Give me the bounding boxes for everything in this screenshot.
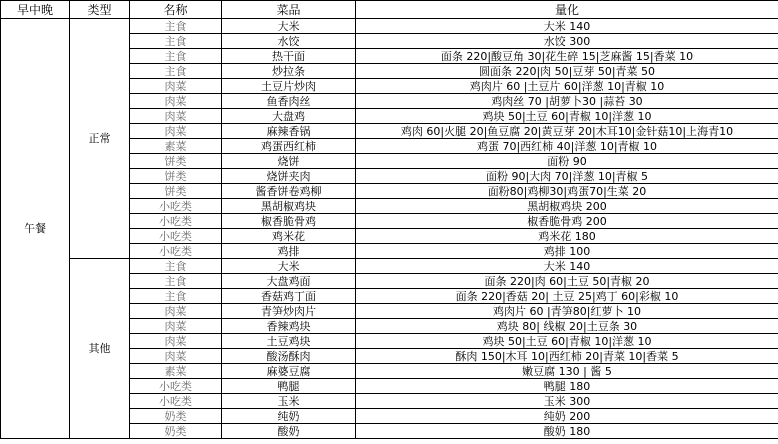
table-row	[1, 19, 778, 34]
type-cell[interactable]: 饼类	[130, 184, 222, 199]
type-cell[interactable]: 小吃类	[130, 229, 222, 244]
quantity-cell[interactable]: 鸡肉片 60 |青笋80|红萝卜 10	[356, 304, 778, 319]
header-quantity[interactable]: 量化	[356, 1, 778, 19]
type-cell[interactable]: 素菜	[130, 364, 222, 379]
type-cell[interactable]: 主食	[130, 259, 222, 274]
dish-cell[interactable]: 烧饼夹肉	[222, 169, 356, 184]
quantity-cell[interactable]: 鸡块 50|土豆 60|青椒 10|洋葱 10	[356, 334, 778, 349]
table-row	[1, 259, 778, 274]
quantity-cell[interactable]: 鸡排 100	[356, 244, 778, 259]
dish-cell[interactable]: 麻辣香锅	[222, 124, 356, 139]
type-cell[interactable]: 小吃类	[130, 199, 222, 214]
category-cell[interactable]: 其他	[70, 259, 130, 439]
quantity-cell[interactable]: 面粉 90	[356, 154, 778, 169]
dish-cell[interactable]: 玉米	[222, 394, 356, 409]
dish-cell[interactable]: 大米	[222, 259, 356, 274]
quantity-cell[interactable]: 大米 140	[356, 19, 778, 34]
quantity-cell[interactable]: 鸭腿 180	[356, 379, 778, 394]
dish-cell[interactable]: 香菇鸡丁面	[222, 289, 356, 304]
quantity-cell[interactable]: 椒香脆骨鸡 200	[356, 214, 778, 229]
type-cell[interactable]: 小吃类	[130, 379, 222, 394]
type-cell[interactable]: 小吃类	[130, 244, 222, 259]
header-name[interactable]: 名称	[130, 1, 222, 19]
quantity-cell[interactable]: 大米 140	[356, 259, 778, 274]
quantity-cell[interactable]: 酸奶 180	[356, 424, 778, 439]
type-cell[interactable]: 主食	[130, 274, 222, 289]
type-cell[interactable]: 主食	[130, 49, 222, 64]
type-cell[interactable]: 肉菜	[130, 124, 222, 139]
type-cell[interactable]: 肉菜	[130, 109, 222, 124]
type-cell[interactable]: 小吃类	[130, 214, 222, 229]
dish-cell[interactable]: 黑胡椒鸡块	[222, 199, 356, 214]
type-cell[interactable]: 饼类	[130, 154, 222, 169]
type-cell[interactable]: 主食	[130, 19, 222, 34]
dish-cell[interactable]: 椒香脆骨鸡	[222, 214, 356, 229]
type-cell[interactable]: 主食	[130, 64, 222, 79]
quantity-cell[interactable]: 玉米 300	[356, 394, 778, 409]
dish-cell[interactable]: 香辣鸡块	[222, 319, 356, 334]
quantity-cell[interactable]: 酥肉 150|木耳 10|西红柿 20|青菜 10|香菜 5	[356, 349, 778, 364]
quantity-cell[interactable]: 面粉80|鸡柳30|鸡蛋70|生菜 20	[356, 184, 778, 199]
quantity-cell[interactable]: 面粉 90|大肉 70|洋葱 10|青椒 5	[356, 169, 778, 184]
type-cell[interactable]: 奶类	[130, 424, 222, 439]
dish-cell[interactable]: 鱼香肉丝	[222, 94, 356, 109]
dish-cell[interactable]: 土豆片炒肉	[222, 79, 356, 94]
dish-cell[interactable]: 热干面	[222, 49, 356, 64]
quantity-cell[interactable]: 鸡肉片 60 |土豆片 60|洋葱 10|青椒 10	[356, 79, 778, 94]
dish-cell[interactable]: 鸭腿	[222, 379, 356, 394]
type-cell[interactable]: 肉菜	[130, 349, 222, 364]
dish-cell[interactable]: 大盘鸡面	[222, 274, 356, 289]
type-cell[interactable]: 奶类	[130, 409, 222, 424]
quantity-cell[interactable]: 黑胡椒鸡块 200	[356, 199, 778, 214]
dish-cell[interactable]: 水饺	[222, 34, 356, 49]
quantity-cell[interactable]: 鸡块 80| 线椒 20|土豆条 30	[356, 319, 778, 334]
type-cell[interactable]: 肉菜	[130, 79, 222, 94]
quantity-cell[interactable]: 鸡米花 180	[356, 229, 778, 244]
quantity-cell[interactable]: 鸡肉丝 70 |胡萝卜30 |蒜苔 30	[356, 94, 778, 109]
dish-cell[interactable]: 鸡排	[222, 244, 356, 259]
header-dish[interactable]: 菜品	[222, 1, 356, 19]
quantity-cell[interactable]: 鸡肉 60|火腿 20|鱼豆腐 20|黄豆芽 20|木耳10|金针菇10|上海青10	[356, 124, 778, 139]
type-cell[interactable]: 主食	[130, 34, 222, 49]
type-cell[interactable]: 小吃类	[130, 394, 222, 409]
dish-cell[interactable]: 烧饼	[222, 154, 356, 169]
type-cell[interactable]: 肉菜	[130, 334, 222, 349]
dish-cell[interactable]: 鸡蛋西红柿	[222, 139, 356, 154]
quantity-cell[interactable]: 面条 220|酸豆角 30|花生碎 15|芝麻酱 15|香菜 10	[356, 49, 778, 64]
dish-cell[interactable]: 酸奶	[222, 424, 356, 439]
dish-cell[interactable]: 土豆鸡块	[222, 334, 356, 349]
header-row	[1, 1, 778, 19]
dish-cell[interactable]: 青笋炒肉片	[222, 304, 356, 319]
quantity-cell[interactable]: 水饺 300	[356, 34, 778, 49]
meal-cell[interactable]: 午餐	[1, 19, 70, 439]
dish-cell[interactable]: 麻婆豆腐	[222, 364, 356, 379]
type-cell[interactable]: 肉菜	[130, 94, 222, 109]
type-cell[interactable]: 肉菜	[130, 319, 222, 334]
quantity-cell[interactable]: 纯奶 200	[356, 409, 778, 424]
header-meal-time[interactable]: 早中晚	[1, 1, 70, 19]
dish-cell[interactable]: 大盘鸡	[222, 109, 356, 124]
type-cell[interactable]: 主食	[130, 289, 222, 304]
quantity-cell[interactable]: 鸡块 50|土豆 60|青椒 10|洋葱 10	[356, 109, 778, 124]
type-cell[interactable]: 素菜	[130, 139, 222, 154]
table-body	[1, 19, 778, 439]
dish-cell[interactable]: 酱香饼卷鸡柳	[222, 184, 356, 199]
quantity-cell[interactable]: 面条 220|肉 60|土豆 50|青椒 20	[356, 274, 778, 289]
type-cell[interactable]: 饼类	[130, 169, 222, 184]
category-cell[interactable]: 正常	[70, 19, 130, 259]
dish-cell[interactable]: 鸡米花	[222, 229, 356, 244]
quantity-cell[interactable]: 嫩豆腐 130 | 酱 5	[356, 364, 778, 379]
type-cell[interactable]: 肉菜	[130, 304, 222, 319]
dish-cell[interactable]: 酸汤酥肉	[222, 349, 356, 364]
quantity-cell[interactable]: 鸡蛋 70|西红柿 40|洋葱 10|青椒 10	[356, 139, 778, 154]
quantity-cell[interactable]: 面条 220|香菇 20| 土豆 25|鸡丁 60|彩椒 10	[356, 289, 778, 304]
dish-cell[interactable]: 大米	[222, 19, 356, 34]
dish-cell[interactable]: 纯奶	[222, 409, 356, 424]
dish-cell[interactable]: 炒拉条	[222, 64, 356, 79]
quantity-cell[interactable]: 圆面条 220|肉 50|豆芽 50|青菜 50	[356, 64, 778, 79]
header-category[interactable]: 类型	[70, 1, 130, 19]
